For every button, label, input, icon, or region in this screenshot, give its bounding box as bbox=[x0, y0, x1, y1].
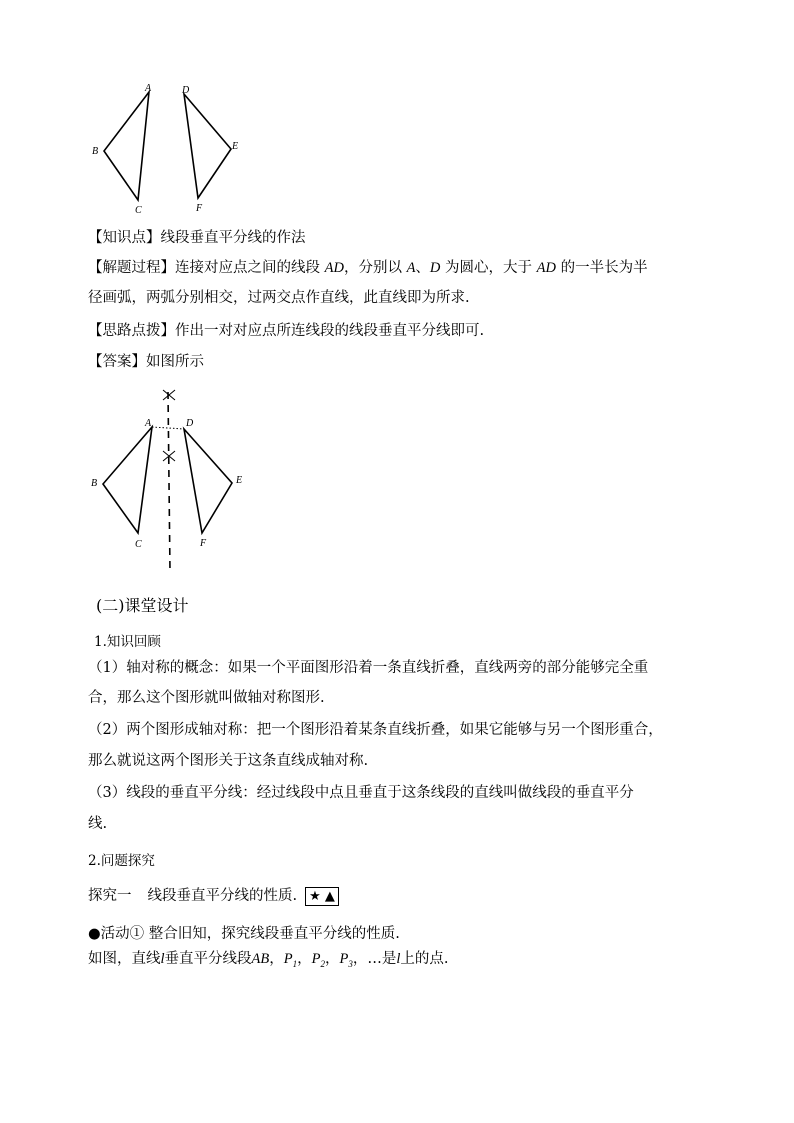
knowledge-tag: 【知识点】 bbox=[88, 230, 161, 246]
separator: ， bbox=[324, 951, 340, 967]
review-item-1b: 合，那么这个图形就叫做轴对称图形. bbox=[88, 690, 325, 706]
var-p2: $P_2$ bbox=[311, 951, 325, 969]
triangle-def-2 bbox=[184, 429, 232, 533]
review-item-2b: 那么就说这两个图形关于这条直线成轴对称. bbox=[88, 753, 369, 769]
process-text-2: ，分别以 bbox=[343, 260, 407, 276]
var-a: A bbox=[406, 260, 416, 276]
review-item-1a: （1）轴对称的概念：如果一个平面图形沿着一条直线折叠，直线两旁的部分能够完全重 bbox=[88, 660, 649, 676]
label-f: F bbox=[196, 203, 203, 214]
var-p1: $P_1$ bbox=[283, 951, 298, 969]
process-text-4: 为圆心，大于 bbox=[440, 260, 537, 276]
answer-tag: 【答案】 bbox=[88, 354, 146, 370]
solution-process-line1 bbox=[88, 258, 648, 278]
hint-tag: 【思路点拨】 bbox=[88, 323, 175, 339]
label-c-2: C bbox=[135, 539, 142, 550]
hint-text: 作出一对对应点所连线段的线段垂直平分线即可. bbox=[175, 323, 485, 339]
desc-text-a: 如图，直线 bbox=[88, 951, 161, 967]
figure-triangles bbox=[86, 80, 256, 220]
label-a-2: A bbox=[145, 418, 152, 429]
separator: ， bbox=[269, 951, 284, 967]
label-f-2: F bbox=[200, 538, 207, 549]
segment-ad-dotted bbox=[152, 427, 184, 429]
process-text-5: 的一半长为半 bbox=[555, 260, 648, 276]
label-a: A bbox=[145, 83, 152, 94]
answer bbox=[88, 352, 204, 372]
var-ad: AD bbox=[324, 260, 344, 276]
var-l: l bbox=[160, 951, 165, 967]
triangle-abc bbox=[104, 92, 149, 200]
label-c: C bbox=[135, 205, 142, 216]
var-p3: $P_3$ bbox=[339, 951, 353, 969]
desc-text-b: 垂直平分线段 bbox=[164, 951, 252, 967]
solution-process-line2: 径画弧，两弧分别相交，过两交点作直线，此直线即为所求. bbox=[88, 290, 470, 306]
triangle-def bbox=[184, 94, 231, 198]
perpendicular-bisector bbox=[168, 392, 170, 572]
var-ad-2: AD bbox=[536, 260, 556, 276]
answer-text: 如图所示 bbox=[146, 354, 204, 370]
section-title: (二)课堂设计 bbox=[96, 596, 189, 615]
triangle-abc-2 bbox=[103, 427, 152, 533]
figure-construction bbox=[86, 384, 256, 576]
separator: ， bbox=[297, 951, 312, 967]
knowledge-text: 线段垂直平分线的作法 bbox=[160, 230, 306, 246]
label-e-2: E bbox=[236, 475, 243, 486]
label-e: E bbox=[232, 141, 239, 152]
review-heading: 1.知识回顾 bbox=[94, 634, 161, 650]
review-item-3a: （3）线段的垂直平分线：经过线段中点且垂直于这条线段的直线叫做线段的垂直平分 bbox=[88, 785, 634, 801]
process-tag: 【解题过程】 bbox=[88, 260, 175, 276]
difficulty-badge: ★ ▲ bbox=[305, 887, 339, 906]
inquiry-one bbox=[88, 886, 339, 906]
review-item-2a: （2）两个图形成轴对称：把一个图形沿着某条直线折叠，如果它能够与另一个图形重合， bbox=[88, 722, 663, 738]
explore-heading: 2.问题探究 bbox=[88, 853, 155, 869]
desc-text-c: ，…是 bbox=[352, 951, 397, 967]
inquiry-label: 探究一 bbox=[88, 888, 132, 904]
knowledge-point bbox=[88, 228, 306, 248]
var-ab: AB bbox=[251, 951, 270, 967]
var-d: D bbox=[429, 260, 441, 276]
label-b: B bbox=[92, 146, 99, 157]
desc-text-d: 上的点. bbox=[400, 951, 449, 967]
process-text-3: 、 bbox=[415, 260, 430, 276]
review-item-3b: 线. bbox=[88, 816, 108, 832]
label-d: D bbox=[182, 85, 190, 96]
thinking-hint bbox=[88, 321, 484, 341]
inquiry-text: 线段垂直平分线的性质. bbox=[147, 888, 298, 904]
activity-one: ●活动① 整合旧知，探究线段垂直平分线的性质. bbox=[88, 926, 400, 942]
var-l-2: l bbox=[396, 951, 401, 967]
process-text-1: 连接对应点之间的线段 bbox=[175, 260, 325, 276]
label-d-2: D bbox=[186, 418, 194, 429]
arc-cross-top bbox=[163, 390, 175, 400]
label-b-2: B bbox=[91, 478, 98, 489]
activity-description bbox=[88, 949, 448, 974]
